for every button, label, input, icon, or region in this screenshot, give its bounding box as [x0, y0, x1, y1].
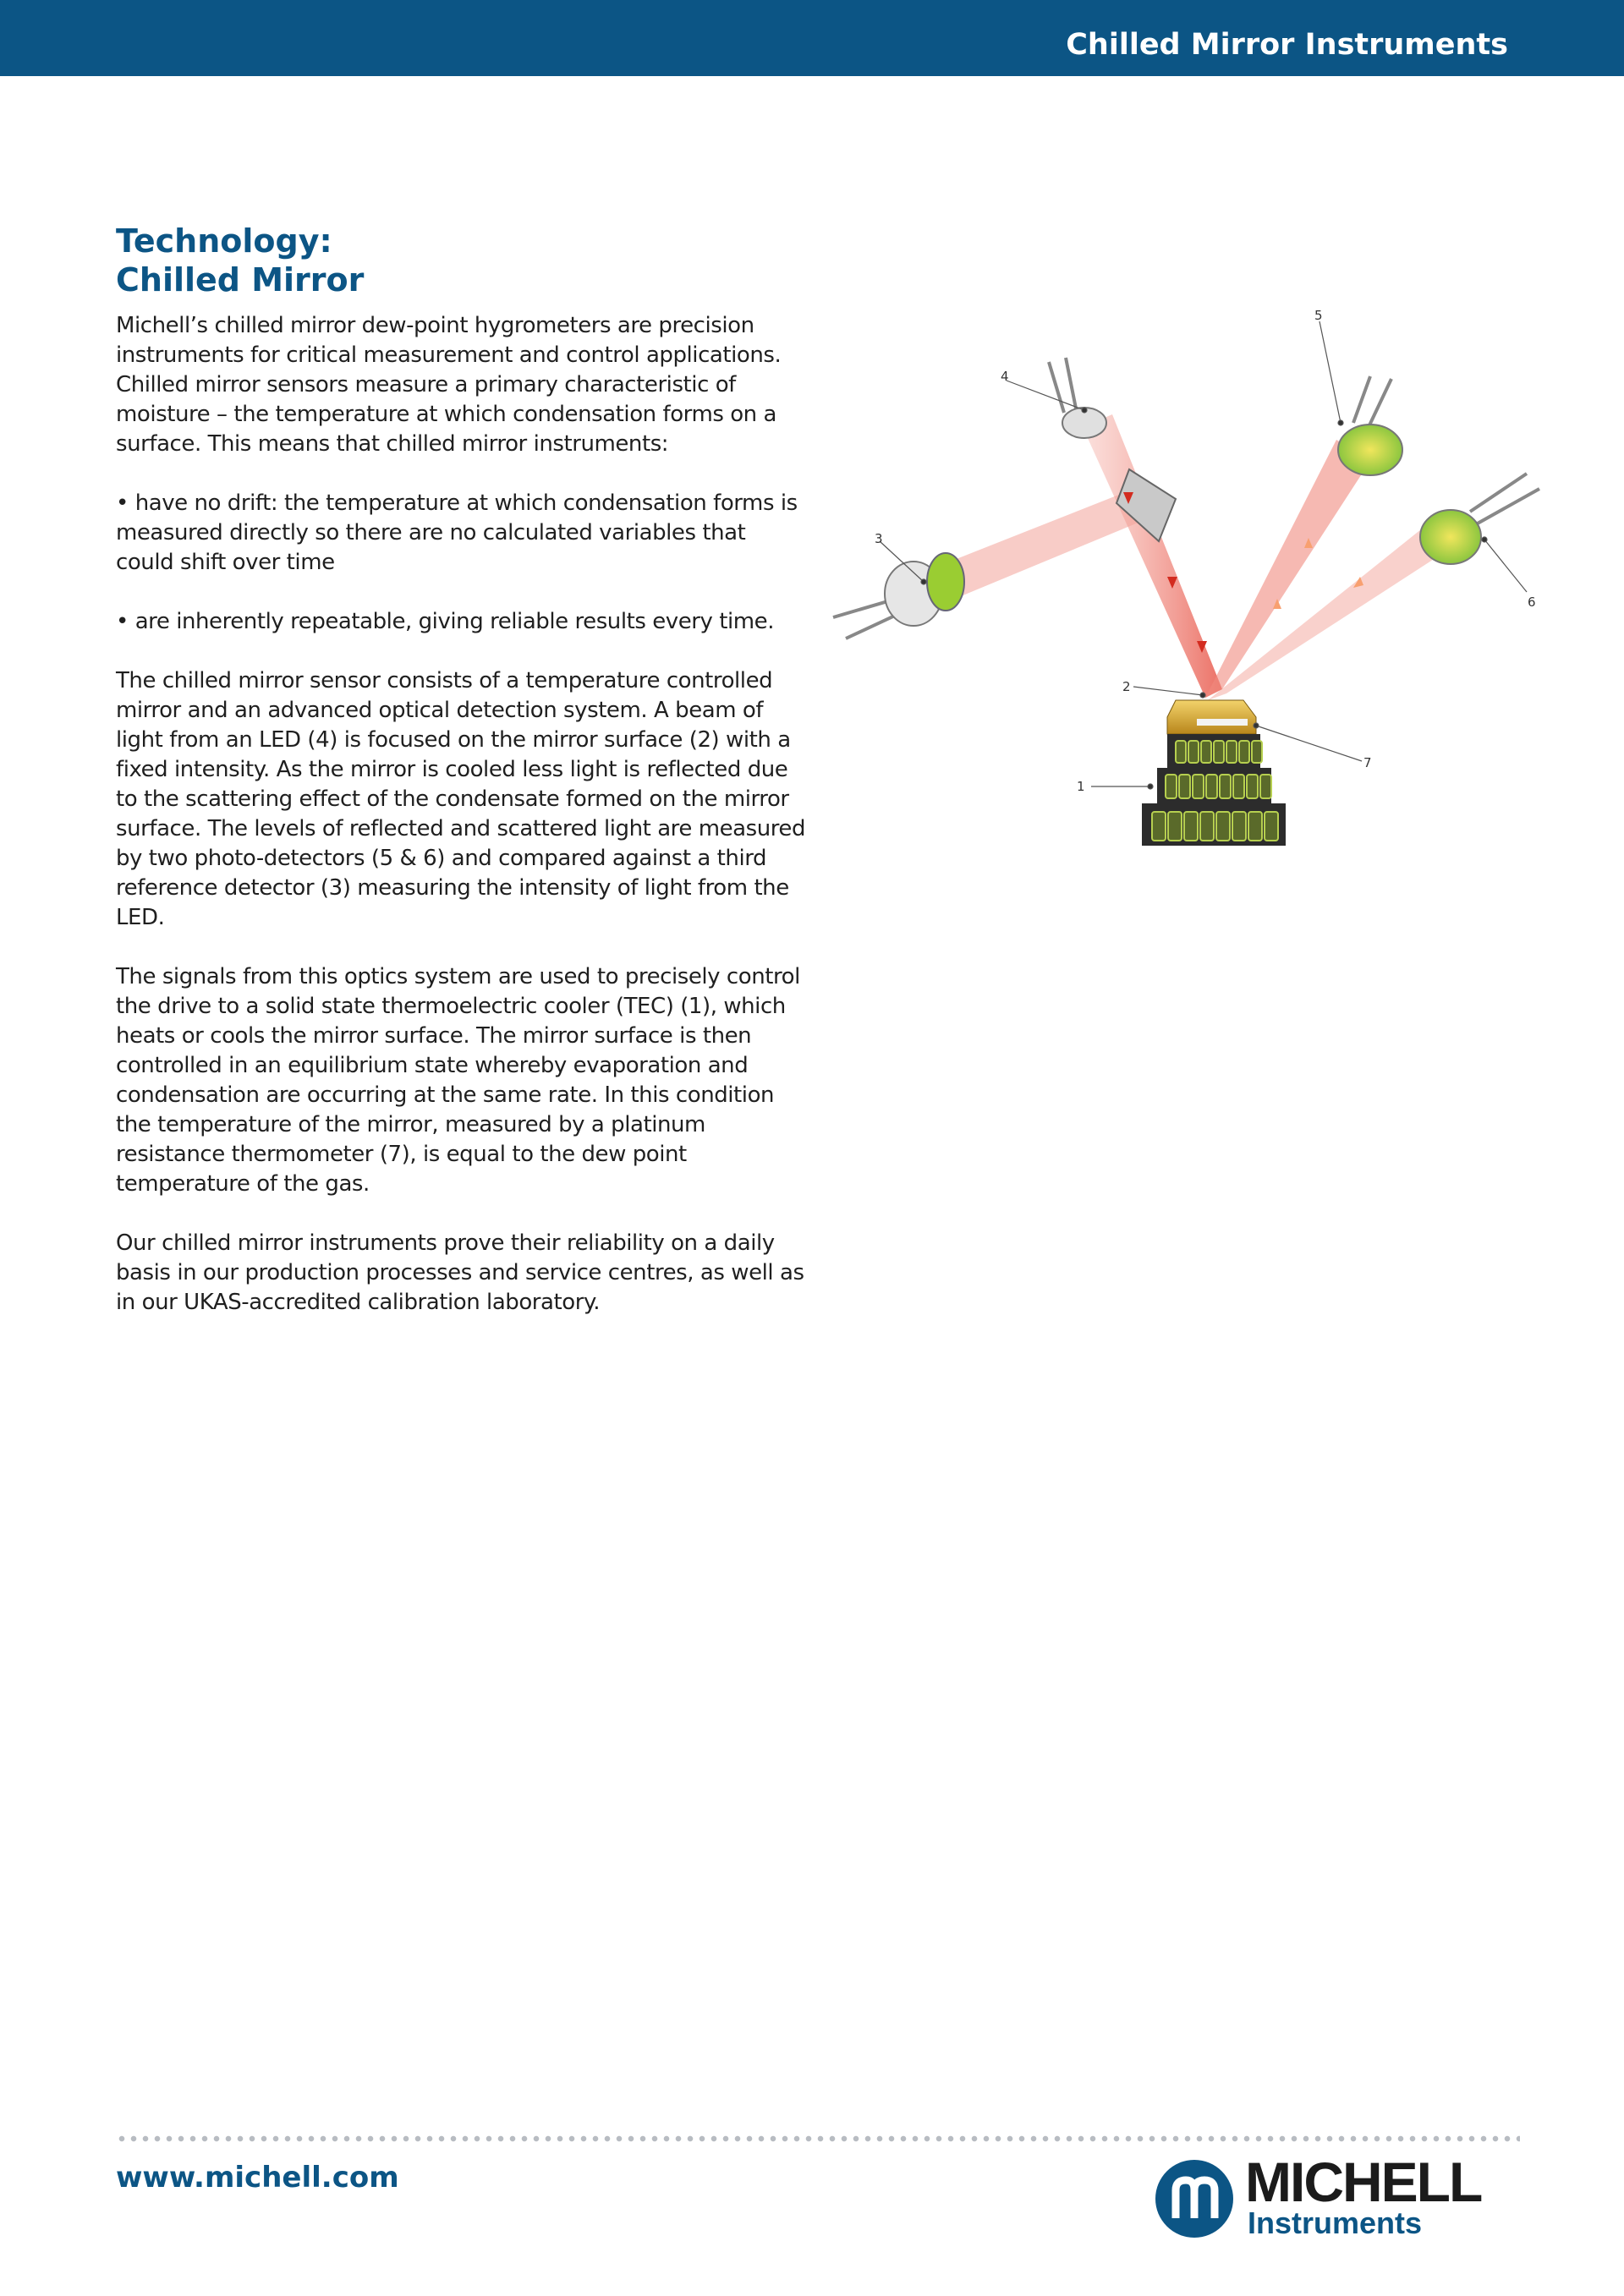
article-body — [116, 311, 809, 1347]
led-4 — [1049, 358, 1106, 438]
bullet-repeatable: • are inherently repeatable, giving reliable results every time. — [116, 609, 775, 634]
footer-website-link[interactable]: www.michell.com — [116, 2161, 399, 2195]
tec-cell — [1216, 812, 1230, 841]
beam-led-to-mirror — [1083, 414, 1222, 698]
detector-6 — [1420, 474, 1539, 564]
chilled-mirror-diagram — [812, 296, 1573, 871]
mirror-surface — [1197, 719, 1248, 726]
page-title-line1: Technology: — [116, 222, 332, 260]
tec-cell — [1260, 775, 1271, 798]
tec-cell — [1166, 775, 1177, 798]
michell-logo-icon — [1150, 2152, 1243, 2245]
tec-cell — [1188, 741, 1199, 763]
paragraph-reliability: Our chilled mirror instruments prove their reliability on a daily basis in our production processes and service centres, as well as in our UKAS-accredited calibration laboratory. — [116, 1230, 804, 1315]
tec-cell — [1252, 741, 1262, 763]
bullet-no-drift: • have no drift: the temperature at which condensation forms is measured directly so there are no calculated variables that could shift over time — [116, 490, 798, 575]
tec-cell — [1200, 812, 1214, 841]
callout-2: 2 — [1122, 679, 1131, 694]
tec-cell — [1232, 812, 1246, 841]
tec-cell — [1233, 775, 1244, 798]
detector-3 — [833, 553, 964, 638]
tec-cell — [1206, 775, 1217, 798]
page-title-line2: Chilled Mirror — [116, 261, 365, 299]
tec-cell — [1247, 775, 1258, 798]
beam-mirror-to-detector6 — [1208, 523, 1455, 700]
mirror-housing — [1167, 700, 1256, 734]
tec-cell — [1179, 775, 1190, 798]
paragraph-intro: Michell’s chilled mirror dew-point hygrometers are precision instruments for critical measurement and control applications. Chilled mirror sensors measure a primary characteristic of moisture – the temperature at which condensation forms on a surface. This means that chilled mirror instruments: — [116, 313, 782, 457]
paragraph-signals: The signals from this optics system are used to precisely control the drive to a solid state thermoelectric cooler (TEC) (1), which heats or cools the mirror surface. The mirror surface is then controlled in an equilibrium state whereby evaporation and condensation are occurring at the same rate. In this condition the temperature of the mirror, measured by a platinum resistance thermometer (7), is equal to the dew point temperature of the gas. — [116, 964, 800, 1197]
tec-cell — [1265, 812, 1278, 841]
page-title — [116, 222, 364, 299]
michell-logo — [1150, 2152, 1506, 2245]
beamsplitter — [1116, 469, 1176, 541]
tec-cell — [1248, 812, 1262, 841]
header-bar — [0, 0, 1624, 76]
footer-divider — [116, 2135, 1520, 2142]
tec-cell — [1239, 741, 1249, 763]
tec-cell — [1220, 775, 1231, 798]
tec-cell — [1184, 812, 1198, 841]
callout-4: 4 — [1001, 369, 1009, 384]
tec-cell — [1226, 741, 1237, 763]
tec-cell — [1176, 741, 1186, 763]
tec-assembly — [1142, 700, 1286, 846]
callout-6: 6 — [1528, 595, 1536, 610]
logo-wordmark: MICHELL — [1245, 2151, 1482, 2213]
tec-cell — [1193, 775, 1204, 798]
callout-7: 7 — [1363, 755, 1372, 770]
tec-cell — [1214, 741, 1224, 763]
tec-cell — [1168, 812, 1182, 841]
callout-1: 1 — [1077, 779, 1085, 794]
tec-cell — [1201, 741, 1211, 763]
callout-3: 3 — [875, 531, 883, 546]
header-title: Chilled Mirror Instruments — [1066, 28, 1508, 62]
logo-subtitle: Instruments — [1248, 2206, 1423, 2240]
beam-mirror-to-detector5 — [1205, 440, 1370, 698]
detector-5 — [1338, 376, 1402, 475]
tec-cell — [1152, 812, 1166, 841]
callout-5: 5 — [1314, 308, 1323, 323]
paragraph-sensor: The chilled mirror sensor consists of a temperature controlled mirror and an advanced optical detection system. A beam of light from an LED (4) is focused on the mirror surface (2) with a fixed intensity. As the mirror is cooled less light is reflected due to the scattering effect of the condensate formed on the mirror surface. The levels of reflected and scattered light are measured by two photo-detectors (5 & 6) and compared against a third reference detector (3) measuring the intensity of light from the LED. — [116, 668, 806, 930]
